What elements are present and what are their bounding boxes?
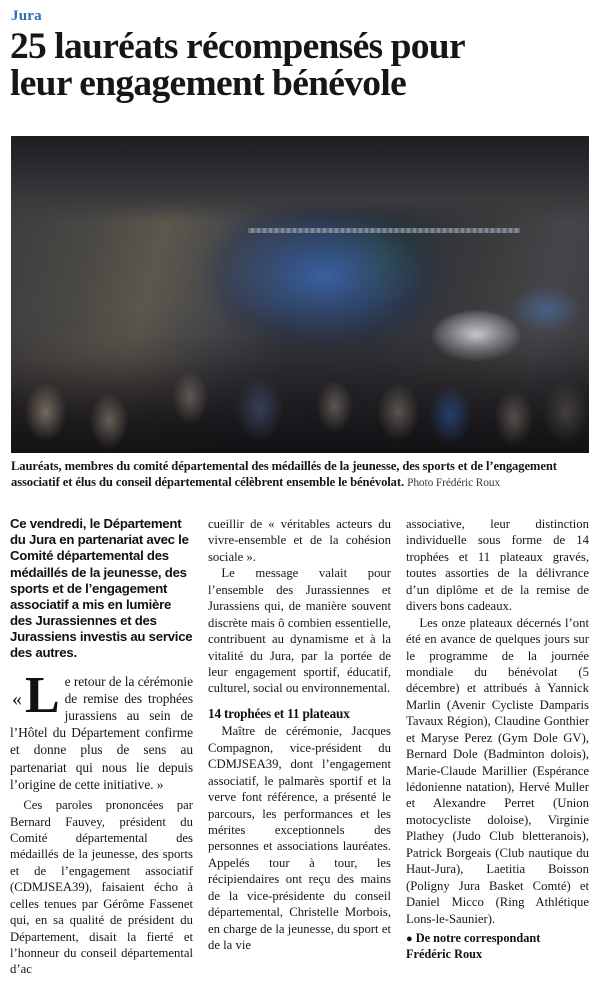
paragraph-plateaux: Les onze plateaux décernés l’ont été en avance de quelques jours sur le programme de la journée mondiale du bénévolat (5 décembre) et attribués à Yannick Marlin (Avenir Cycliste Damparis Tavaux Région), Claudine Gonthier et Maryse Perez (Gym Dole GV), Bernard Dole (Badminton dolois), Marie-Claude Marillier (Espérance lédonienne natation), Hervé Muller et Alexandre Perret (Union motocycliste doloise), Virginie Plathey (Judo Club bletteranois), Patrick Borgeais (Club nautique du Haut-Jura), Laetitia Boisson (Poligny Jura Basket Comté) et Daniel Micco (Ring Athlétique Lons-le-Saunier). [406, 615, 589, 926]
caption-text: Lauréats, membres du comité départemental des médaillés de la jeunesse, des sports et de l’engagement associatif et élus du conseil départemental célèbrent ensemble le bénévolat. [11, 459, 557, 490]
article-photo [11, 136, 589, 453]
article-body-columns [10, 516, 590, 999]
article-lead-paragraph: Ce vendredi, le Département du Jura en partenariat avec le Comité départemental des médaillés de la jeunesse, des sports et de l’engagement associatif a mis en lumière des Jurassiennes et des Jurassiens investis au service des autres. [10, 516, 193, 661]
paragraph-fauvey-continued: cueillir de « véritables acteurs du vivre-ensemble et de la cohésion sociale ». [208, 517, 391, 564]
quote-body-text: e retour de la cérémonie de remise des trophées jurassiens au sein de l’Hôtel du Département confirme et donne plus de sens au partenariat qui nous lie depuis l’origine de cette initiative. » [10, 673, 193, 792]
body-column-1 [10, 516, 193, 999]
pull-quote [10, 666, 193, 794]
paragraph-fauvey: Ces paroles prononcées par Bernard Fauvey, président du Comité départemental des médaillés de la jeunesse, des sports et de l’engagement associatif (CDMJSEA39), faisaient écho à celles tenues par Gérôme Fassenet qui, en sa qualité de président du Département, disait la fierté et l’honneur du conseil départemental d’ac [10, 798, 193, 977]
byline-role: De notre correspondant [415, 930, 541, 945]
paragraph-ceremonie-continued: associative, leur distinction individuelle sous forme de 14 trophées et 11 plateaux gravés, toutes assorties de la délivrance d’un diplôme et de la remise de divers bons cadeaux. [406, 517, 589, 614]
body-column-2 [208, 516, 391, 999]
byline-author-name: Frédéric Roux [406, 946, 483, 961]
quote-guillemet-icon: « [12, 687, 22, 710]
photo-caption [11, 458, 589, 491]
quote-drop-cap: L [24, 666, 60, 724]
paragraph-ceremonie: Maître de cérémonie, Jacques Compagnon, vice-président du CDMJSEA39, dont l’engagement associatif, le palmarès sportif et la verve font référence, a présenté le parcours, les performances et les mérites exceptionnels des personnes et associations lauréates. Appelés tour à tour, les récipiendaires ont reçu des mains de la vice-présidente du conseil départemental, Christelle Morbois, en charge de la jeunesse, du sport et de la vie [208, 724, 391, 952]
section-kicker: Jura [11, 8, 42, 24]
headline-line-1: 25 lauréats récompensés pour [10, 25, 465, 67]
article-subheading: 14 trophées et 11 plateaux [208, 705, 350, 721]
paragraph-message: Le message valait pour l’ensemble des Jurassiennes et Jurassiens qui, de manière souvent discrète mais ô combien essentielle, contribuent au dynamisme et à la vitalité du Jura, par la portée de leur engagement sportif, éducatif, culturel, social ou environnemental. [208, 566, 391, 696]
body-column-3 [406, 516, 589, 999]
photo-stage-truss [248, 228, 520, 233]
photo-crowd-group [11, 307, 589, 453]
headline-line-2: leur engagement bénévole [10, 62, 407, 104]
byline-bullet-icon: ● [406, 932, 413, 945]
photo-ceiling-area [11, 136, 589, 222]
photo-credit: Photo Frédéric Roux [407, 477, 501, 490]
page-title [10, 25, 590, 104]
article-byline [406, 931, 589, 962]
